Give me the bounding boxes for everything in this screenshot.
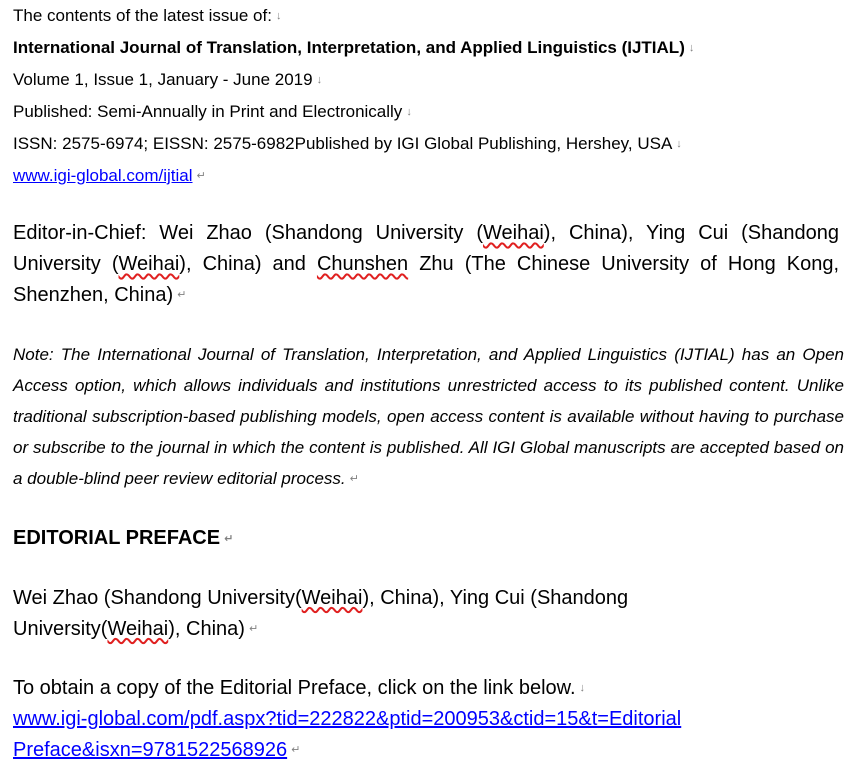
note-text: Note: The International Journal of Translation, Interpretation, and Applied Linguistics (IJTIAL) has an Open Access option, which allows individuals and institutions unrestricted access to its published content. Unlike traditional subscription-based publishing models, open access content is available without having to purchase or subscribe to the journal in which the content is published. All IGI Global manuscripts are accepted based on a double-blind peer review editorial process.: [13, 345, 844, 489]
line-break-mark: ↓: [688, 42, 695, 55]
editors-paragraph: Editor-in-Chief: Wei Zhao (Shandong University (Weihai), China), Ying Cui (Shandong University (Weihai), China) and Chunshen Zhu (The Chinese University of Hong Kong, Shenzhen, China) ↵: [13, 222, 840, 307]
intro-text: The contents of the latest issue of:: [13, 6, 272, 25]
preface-pdf-link-continued[interactable]: Preface&isxn=9781522568926: [13, 738, 288, 761]
paragraph-mark: ↵: [196, 170, 206, 183]
paragraph-mark: ↵: [177, 289, 187, 302]
preface-heading-text: EDITORIAL PREFACE: [13, 527, 221, 550]
issn-line: [13, 128, 844, 160]
document-page: [13, 0, 844, 766]
preface-instruction: To obtain a copy of the Editorial Preface, click on the link below.: [13, 676, 576, 699]
spellcheck-word[interactable]: Weihai: [301, 586, 363, 609]
spellcheck-word[interactable]: Weihai: [118, 253, 180, 276]
preface-link-line-2: [13, 735, 844, 766]
published-line: [13, 96, 844, 128]
editorial-preface-heading: [13, 523, 844, 554]
journal-url-link[interactable]: www.igi-global.com/ijtial: [13, 166, 193, 186]
line-break-mark: ↓: [676, 138, 682, 151]
journal-url-line: [13, 160, 844, 192]
issn-text: ISSN: 2575-6974; EISSN: 2575-6982Published by IGI Global Publishing, Hershey, USA: [13, 134, 673, 154]
preface-instruction-line: [13, 673, 844, 704]
line-break-mark: ↓: [275, 10, 282, 23]
preface-pdf-link[interactable]: www.igi-global.com/pdf.aspx?tid=222822&ptid=200953&ctid=15&t=Editorial: [13, 707, 682, 730]
paragraph-mark: ↵: [224, 532, 234, 545]
spellcheck-word[interactable]: Weihai: [107, 617, 169, 640]
line-break-mark: ↓: [579, 681, 586, 694]
open-access-note: [13, 339, 844, 495]
volume-text: Volume 1, Issue 1, January - June 2019: [13, 70, 313, 90]
published-text: Published: Semi-Annually in Print and Electronically: [13, 102, 403, 122]
spellcheck-word[interactable]: Weihai: [483, 222, 544, 245]
paragraph-mark: ↵: [248, 622, 259, 635]
journal-title: International Journal of Translation, Interpretation, and Applied Linguistics (IJTIAL): [13, 38, 685, 58]
line-break-mark: ↓: [316, 74, 323, 87]
volume-line: [13, 64, 844, 96]
journal-title-line: [13, 32, 844, 64]
paragraph-mark: ↵: [349, 473, 359, 486]
preface-link-line-1: [13, 704, 844, 735]
intro-line: [13, 0, 844, 32]
paragraph-mark: ↵: [291, 744, 301, 757]
spellcheck-word[interactable]: Chunshen: [316, 253, 409, 276]
line-break-mark: ↓: [406, 106, 412, 119]
preface-authors: Wei Zhao (Shandong University(Weihai), China), Ying Cui (Shandong University(Weihai), China) ↵: [13, 586, 629, 640]
